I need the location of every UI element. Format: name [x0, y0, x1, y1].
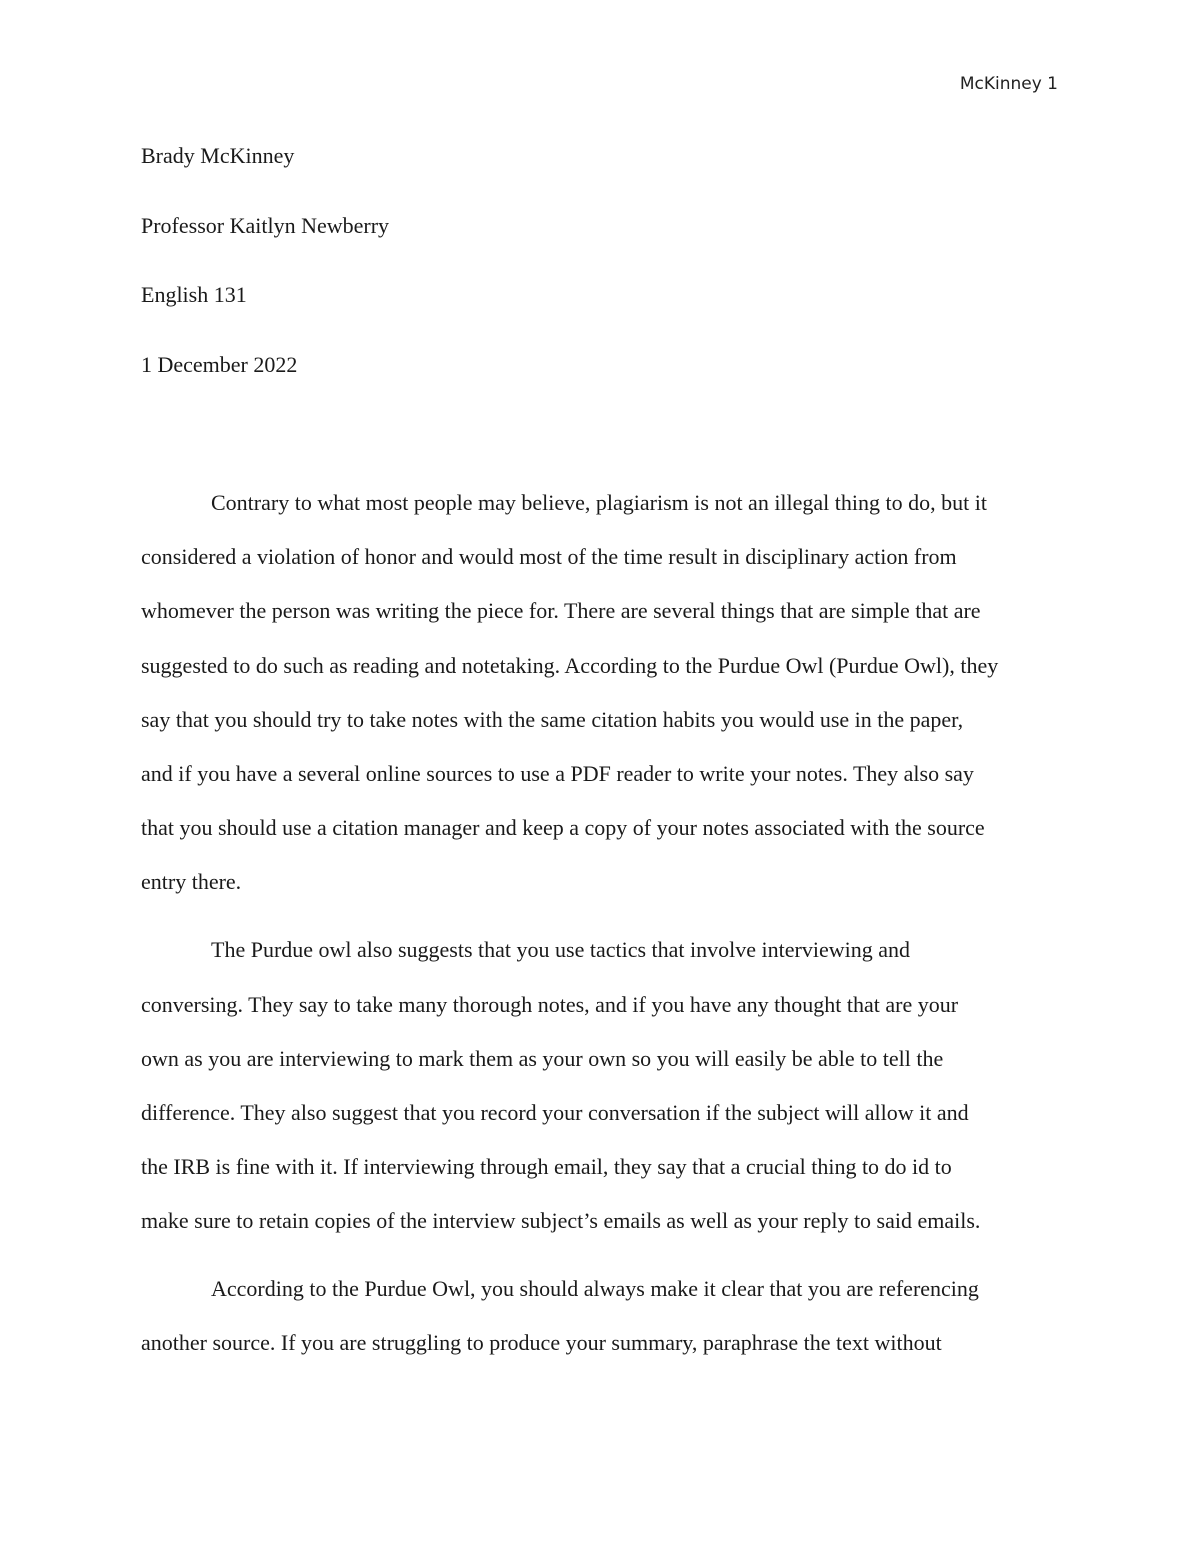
body-line: another source. If you are struggling to produce your summary, paraphrase the text without — [141, 1330, 942, 1356]
body-line: difference. They also suggest that you record your conversation if the subject will allow it and — [141, 1099, 969, 1125]
body-line: The Purdue owl also suggests that you use tactics that involve interviewing and — [211, 937, 910, 963]
body-line: that you should use a citation manager and keep a copy of your notes associated with the source — [141, 815, 985, 841]
professor-name: Professor Kaitlyn Newberry — [141, 212, 390, 238]
body-line: and if you have a several online sources to use a PDF reader to write your notes. They also say — [141, 760, 974, 786]
body-line: considered a violation of honor and would most of the time result in disciplinary action from — [141, 544, 957, 570]
body-line: suggested to do such as reading and notetaking. According to the Purdue Owl (Purdue Owl), they — [141, 652, 999, 678]
body-line: say that you should try to take notes with the same citation habits you would use in the paper, — [141, 706, 964, 732]
body-line: make sure to retain copies of the interview subject’s emails as well as your reply to said emails. — [141, 1208, 981, 1234]
mla-heading — [141, 140, 389, 418]
course-name: English 131 — [141, 282, 247, 307]
body-line: own as you are interviewing to mark them as your own so you will easily be able to tell the — [141, 1045, 944, 1071]
student-name: Brady McKinney — [141, 143, 295, 168]
running-head: McKinney 1 — [959, 74, 1058, 94]
body-line: conversing. They say to take many thorough notes, and if you have any thought that are your — [141, 991, 959, 1017]
body-line: According to the Purdue Owl, you should always make it clear that you are referencing — [211, 1276, 979, 1302]
body-line: Contrary to what most people may believe, plagiarism is not an illegal thing to do, but it — [211, 490, 987, 515]
date-line: 1 December 2022 — [141, 351, 298, 377]
body-line: the IRB is fine with it. If interviewing through email, they say that a crucial thing to do id to — [141, 1154, 952, 1180]
body-line: entry there. — [141, 869, 242, 895]
body-line: whomever the person was writing the piece for. There are several things that are simple that are — [141, 598, 981, 624]
essay-body — [141, 486, 1061, 1381]
